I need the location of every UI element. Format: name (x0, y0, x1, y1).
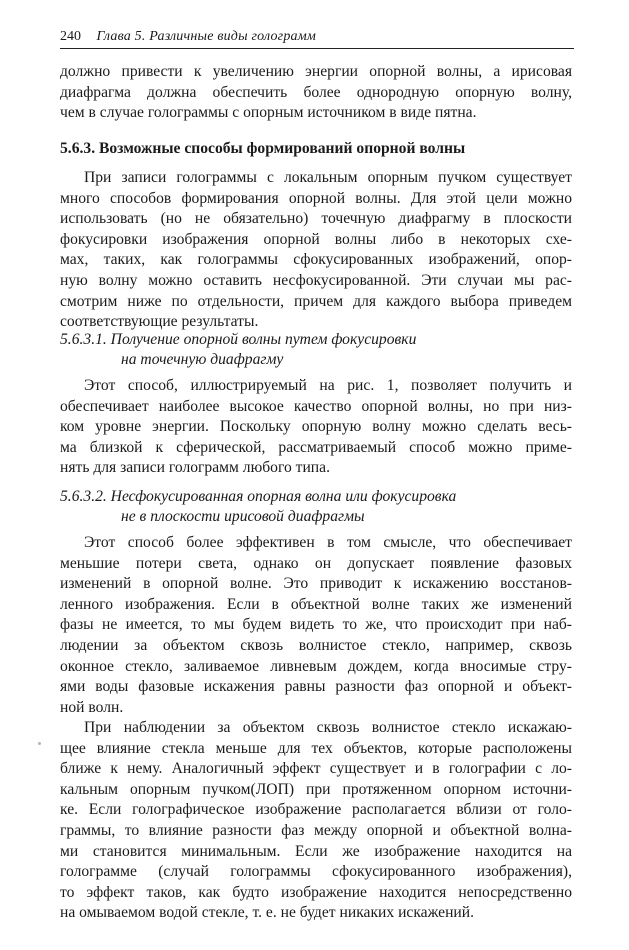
text-line: изменений в опорной волне. Это приводит к искажению восстанов- (60, 575, 572, 593)
running-head (60, 28, 574, 49)
subsection-heading-1 (60, 330, 572, 370)
chapter-title: Глава 5. Различные виды голограмм (96, 29, 316, 44)
text-line: ленного изображения. Если в объектной волне таких же изменений (60, 595, 572, 613)
text-line: При записи голограммы с локальным опорным пучком существует (84, 169, 572, 186)
text-line: голограмме (случай голограммы сфокусированного изображения), (60, 863, 572, 881)
text-line: много способов формирования опорной волны. Для этой цели можно (60, 189, 572, 207)
text-line: кальным опорным пучком(ЛОП) при протяженном опорном источни- (60, 780, 572, 798)
section-paragraph (60, 168, 572, 333)
text-line: соответствующие результаты. (60, 313, 259, 331)
text-line: ную волну можно оставить несфокусированной. Эти случаи мы рас- (60, 271, 572, 289)
continuation-paragraph (60, 62, 572, 124)
subsection-2-paragraph-1 (60, 533, 572, 718)
text-line: щее влияние стекла меньше для тех объектов, которые расположены (60, 739, 572, 757)
text-line: на омываемом водой стекле, т. е. не будет никаких искажений. (60, 904, 475, 922)
text-line: ной волн. (60, 698, 124, 716)
text-line: использовать (но не обязательно) точечную диафрагму в плоскости (60, 210, 572, 228)
text-line: Этот способ более эффективен в том смысле, что обеспечивает (84, 534, 572, 551)
text-line: меньшие потери света, однако он допускает появление фазовых (60, 554, 572, 572)
subsection-title-line: 5.6.3.2. Несфокусированная опорная волна или фокусировка (60, 488, 457, 505)
text-line: смотрим ниже по отдельности, причем для каждого выбора приведем (60, 292, 572, 310)
text-line: ком уровне энергии. Поскольку опорную волну можно сделать весь- (60, 418, 572, 436)
text-line: ма близкой к сферической, рассматриваемый способ можно приме- (60, 438, 572, 456)
text-line: граммы, то влияние разности фаз между опорной и объектной волна- (60, 821, 572, 839)
text-line: обеспечивает наиболее высокое качество опорной волны, но при низ- (60, 397, 572, 415)
subsection-title-line: не в плоскости ирисовой диафрагмы (121, 508, 365, 525)
text-line: мах, таких, как голограммы сфокусированных изображений, опор- (60, 251, 572, 269)
page-number: 240 (60, 29, 81, 44)
text-line: то эффект таков, как будто изображение находится непосредственно (60, 883, 572, 901)
text-line: должно привести к увеличению энергии опорной волны, а ирисовая (60, 63, 572, 80)
scan-speck (38, 742, 41, 745)
subsection-1-paragraph (60, 376, 572, 479)
section-heading: 5.6.3. Возможные способы формирований опорной волны (60, 140, 466, 157)
text-line: нять для записи голограмм любого типа. (60, 459, 330, 477)
subsection-heading-2 (60, 487, 572, 527)
text-line: чем в случае голограммы с опорным источником в виде пятна. (60, 104, 477, 122)
text-line: фокусировки изображения опорной волны либо в некоторых схе- (60, 230, 572, 248)
text-line: людении за объектом сквозь волнистое стекло, например, сквозь (60, 636, 572, 654)
text-line: фазы не имеется, то мы будем видеть то же, что происходит при наб- (60, 616, 572, 634)
text-line: Этот способ, иллюстрируемый на рис. 1, позволяет получить и (84, 377, 572, 394)
text-line: оконное стекло, заливаемое ливневым дождем, когда вносимые стру- (60, 657, 572, 675)
text-line: При наблюдении за объектом сквозь волнистое стекло искажаю- (84, 719, 572, 736)
text-line: ми становится минимальным. Если же изображение находится на (60, 842, 572, 860)
subsection-2-paragraph-2 (60, 718, 572, 924)
text-line: диафрагма должна обеспечить более однородную опорную волну, (60, 83, 572, 101)
text-line: ке. Если голографическое изображение располагается вблизи от голо- (60, 801, 572, 819)
text-line: ближе к нему. Аналогичный эффект существует и в голографии с ло- (60, 760, 572, 778)
subsection-title-line: на точечную диафрагму (121, 351, 284, 368)
subsection-title-line: 5.6.3.1. Получение опорной волны путем фокусировки (60, 331, 417, 348)
text-line: ями воды фазовые искажения равны разности фаз опорной и объект- (60, 678, 572, 696)
